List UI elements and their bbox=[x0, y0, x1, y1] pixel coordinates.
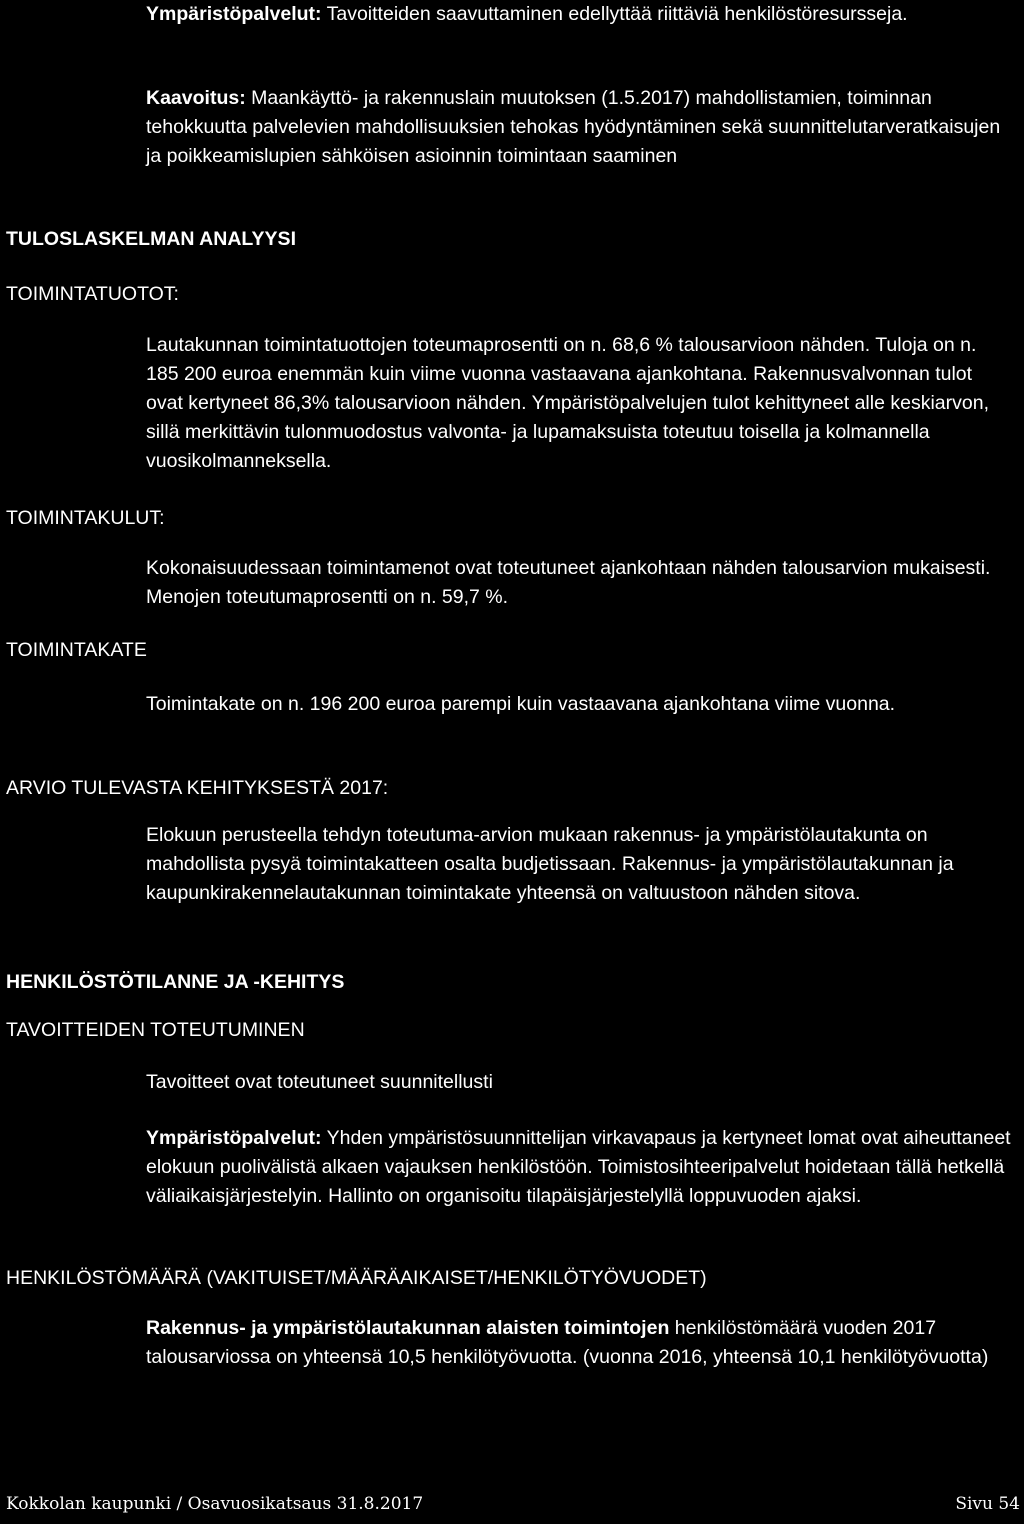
henkilosto-ymparisto-label: Ympäristöpalvelut: bbox=[146, 1127, 322, 1149]
arvio-text: Elokuun perusteella tehdyn toteutuma-arvion mukaan rakennus- ja ympäristölautakunta on mahdollista pysyä toimintakatteen osalta budjetissaan. Rakennus- ja ympäristölautakunnan ja kaupunkirakennelautakunnan toimintakate yhteensä on valtuustoon nähden sitova. bbox=[146, 824, 954, 904]
henkilostomaara-heading: HENKILÖSTÖMÄÄRÄ (VAKITUISET/MÄÄRÄAIKAISET/HENKILÖTYÖVUODET) bbox=[6, 1267, 707, 1289]
henkilosto-ymparisto-paragraph bbox=[146, 1124, 1012, 1211]
toimintakulut-text: Kokonaisuudessaan toimintamenot ovat toteutuneet ajankohtaan nähden talousarvion mukaisesti. Menojen toteutumaprosentti on n. 59,7 %. bbox=[146, 557, 991, 608]
toimintakate-label: TOIMINTAKATE bbox=[6, 639, 147, 661]
ymparistopalvelut-goal-paragraph bbox=[146, 0, 1012, 29]
kaavoitus-label: Kaavoitus: bbox=[146, 87, 246, 109]
kaavoitus-paragraph bbox=[146, 84, 1012, 171]
toimintatuotot-text: Lautakunnan toimintatuottojen toteumaprosentti on n. 68,6 % talousarvioon nähden. Tuloja on n. 185 200 euroa enemmän kuin viime vuonna vastaavana ajankohtana. Rakennusvalvonnan tulot ovat kertyneet 86,3% talousarvioon nähden. Ympäristöpalvelujen tulot kehittyneet alle keskiarvon, sillä merkittävin tulonmuodostus valvonta- ja lupamaksuista toteutuu toisella ja kolmannella vuosikolmanneksella. bbox=[146, 334, 989, 472]
toimintakulut-paragraph bbox=[146, 554, 1012, 612]
toimintakulut-label: TOIMINTAKULUT: bbox=[6, 507, 165, 529]
tavoitteet-paragraph bbox=[146, 1068, 1012, 1097]
toimintatuotot-label: TOIMINTATUOTOT: bbox=[6, 283, 179, 305]
toimintakate-paragraph bbox=[146, 690, 1012, 719]
footer-document-title: Kokkolan kaupunki / Osavuosikatsaus 31.8.2017 bbox=[6, 1494, 424, 1514]
footer-page-number: Sivu 54 bbox=[955, 1494, 1020, 1514]
tuloslaskelma-heading: TULOSLASKELMAN ANALYYSI bbox=[6, 228, 296, 250]
tavoitteet-text: Tavoitteet ovat toteutuneet suunnitellusti bbox=[146, 1071, 493, 1093]
ymparistopalvelut-text: Tavoitteiden saavuttaminen edellyttää riittäviä henkilöstöresursseja. bbox=[321, 3, 908, 25]
kaavoitus-text: Maankäyttö- ja rakennuslain muutoksen (1.5.2017) mahdollistamien, toiminnan tehokkuutta palvelevien mahdollisuuksien tehokas hyödyntäminen sekä suunnittelutarveratkaisujen ja poikkeamislupien sähköisen asioinnin toimintaan saaminen bbox=[146, 87, 1001, 167]
toimintatuotot-paragraph bbox=[146, 331, 1012, 476]
henkilosto-heading: HENKILÖSTÖTILANNE JA -KEHITYS bbox=[6, 971, 345, 993]
arvio-heading: ARVIO TULEVASTA KEHITYKSESTÄ 2017: bbox=[6, 777, 389, 799]
henkilostomaara-paragraph bbox=[146, 1314, 1012, 1372]
ymparistopalvelut-label: Ympäristöpalvelut: bbox=[146, 3, 322, 25]
henkilostomaara-label: Rakennus- ja ympäristölautakunnan alaisten toimintojen bbox=[146, 1317, 670, 1339]
toimintakate-text: Toimintakate on n. 196 200 euroa parempi kuin vastaavana ajankohtana viime vuonna. bbox=[146, 693, 896, 715]
henkilostomaara-text: henkilöstömäärä vuoden 2017 talousarviossa on yhteensä 10,5 henkilötyövuotta. (vuonna 2016, yhteensä 10,1 henkilötyövuotta) bbox=[146, 1317, 989, 1368]
tavoitteiden-toteutuminen-heading: TAVOITTEIDEN TOTEUTUMINEN bbox=[6, 1019, 305, 1041]
henkilosto-ymparisto-text: Yhden ympäristösuunnittelijan virkavapaus ja kertyneet lomat ovat aiheuttaneet elokuun puolivälistä alkaen vajauksen henkilöstöön. Toimistosihteeripalvelut hoidetaan tällä hetkellä väliaikaisjärjestelyin. Hallinto on organisoitu tilapäisjärjestelyllä loppuvuoden ajaksi. bbox=[146, 1127, 1011, 1207]
arvio-paragraph bbox=[146, 821, 1012, 908]
